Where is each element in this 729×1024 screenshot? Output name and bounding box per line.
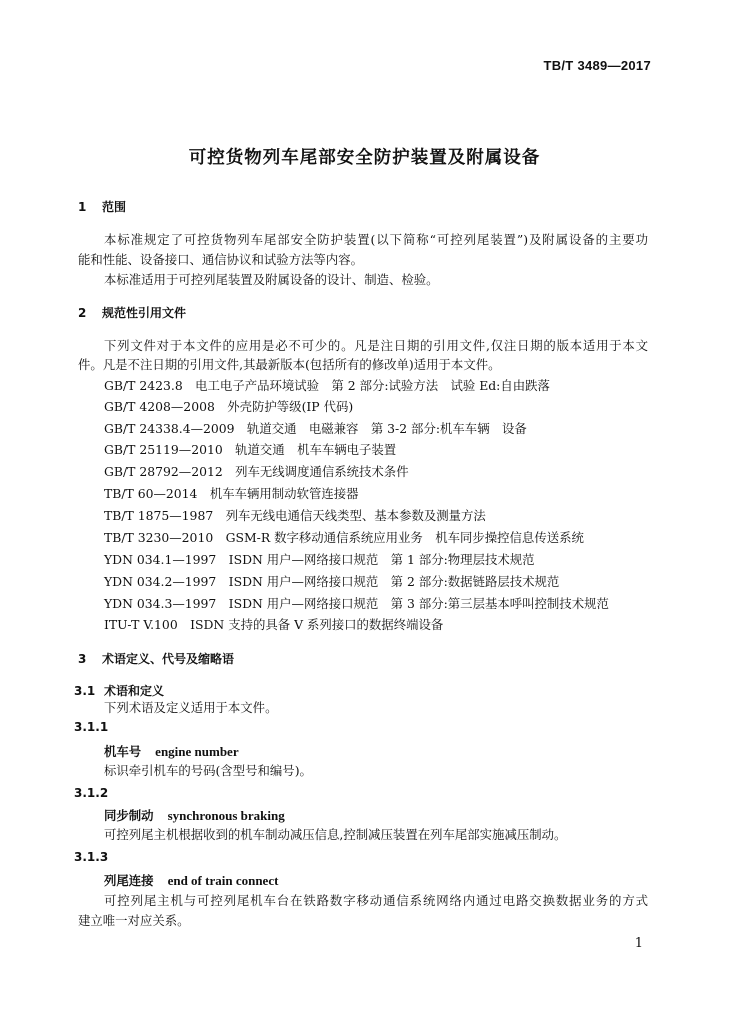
term-definition: 建立唯一对应关系。 bbox=[78, 913, 190, 928]
reference-item: GB/T 25119—2010 轨道交通 机车车辆电子装置 bbox=[104, 442, 397, 457]
paragraph-line: 能和性能、设备接口、通信协议和试验方法等内容。 bbox=[78, 252, 363, 267]
section-title: 术语定义、代号及缩略语 bbox=[102, 652, 235, 666]
term-zh: 同步制动 bbox=[104, 808, 154, 823]
reference-item: GB/T 28792—2012 列车无线调度通信系统技术条件 bbox=[104, 464, 409, 479]
section-title: 规范性引用文件 bbox=[102, 306, 187, 320]
section-number: 2 bbox=[78, 306, 87, 320]
subsection-title: 术语和定义 bbox=[104, 684, 165, 698]
term-zh: 列尾连接 bbox=[104, 873, 154, 888]
reference-item: TB/T 1875—1987 列车无线电通信天线类型、基本参数及测量方法 bbox=[104, 508, 486, 523]
reference-item: GB/T 4208—2008 外壳防护等级(IP 代码) bbox=[104, 399, 354, 414]
document-title: 可控货物列车尾部安全防护装置及附属设备 bbox=[188, 148, 541, 168]
reference-item: TB/T 3230—2010 GSM-R 数字移动通信系统应用业务 机车同步操控信息传送系统 bbox=[104, 530, 584, 545]
reference-item: ITU-T V.100 ISDN 支持的具备 V 系列接口的数据终端设备 bbox=[104, 617, 444, 632]
section-1-heading bbox=[78, 198, 126, 215]
reference-item: YDN 034.2—1997 ISDN 用户—网络接口规范 第 2 部分:数据链路层技术规范 bbox=[104, 574, 560, 589]
term-zh: 机车号 bbox=[104, 744, 142, 759]
reference-item: YDN 034.3—1997 ISDN 用户—网络接口规范 第 3 部分:第三层基本呼叫控制技术规范 bbox=[104, 596, 609, 611]
document-id: TB/T 3489—2017 bbox=[543, 58, 651, 73]
section-number: 1 bbox=[78, 200, 87, 214]
subsection-number: 3.1 bbox=[74, 684, 96, 698]
term-definition: 可控列尾主机与可控列尾机车台在铁路数字移动通信系统网络内通过电路交换数据业务的方式 bbox=[104, 893, 648, 908]
term-number: 3.1.1 bbox=[74, 720, 109, 734]
paragraph-line: 下列文件对于本文件的应用是必不可少的。凡是注日期的引用文件,仅注日期的版本适用于本文 bbox=[104, 338, 648, 353]
term-heading bbox=[104, 742, 239, 760]
paragraph-line: 本标准规定了可控货物列车尾部安全防护装置(以下简称“可控列尾装置”)及附属设备的主要功 bbox=[104, 232, 648, 247]
term-en: synchronous braking bbox=[167, 808, 285, 823]
section-number: 3 bbox=[78, 652, 87, 666]
reference-item: GB/T 24338.4—2009 轨道交通 电磁兼容 第 3-2 部分:机车车辆 设备 bbox=[104, 421, 527, 436]
section-3-heading bbox=[78, 650, 234, 667]
term-definition: 标识牵引机车的号码(含型号和编号)。 bbox=[104, 763, 312, 778]
page-number: 1 bbox=[634, 936, 643, 951]
reference-item: TB/T 60—2014 机车车辆用制动软管连接器 bbox=[104, 486, 359, 501]
term-en: engine number bbox=[155, 744, 239, 759]
paragraph-line: 下列术语及定义适用于本文件。 bbox=[104, 700, 278, 715]
term-heading bbox=[104, 871, 278, 889]
paragraph-line: 件。凡是不注日期的引用文件,其最新版本(包括所有的修改单)适用于本文件。 bbox=[78, 357, 501, 372]
term-definition: 可控列尾主机根据收到的机车制动减压信息,控制减压装置在列车尾部实施减压制动。 bbox=[104, 827, 567, 842]
term-number: 3.1.3 bbox=[74, 850, 109, 864]
subsection-3-1-heading bbox=[74, 682, 164, 699]
paragraph-line: 本标准适用于可控列尾装置及附属设备的设计、制造、检验。 bbox=[104, 272, 439, 287]
term-number: 3.1.2 bbox=[74, 786, 109, 800]
section-title: 范围 bbox=[102, 200, 127, 214]
reference-item: GB/T 2423.8 电工电子产品环境试验 第 2 部分:试验方法 试验 Ed:自由跌落 bbox=[104, 378, 550, 393]
term-heading bbox=[104, 806, 285, 824]
reference-item: YDN 034.1—1997 ISDN 用户—网络接口规范 第 1 部分:物理层技术规范 bbox=[104, 552, 535, 567]
term-en: end of train connect bbox=[167, 873, 279, 888]
section-2-heading bbox=[78, 304, 186, 321]
